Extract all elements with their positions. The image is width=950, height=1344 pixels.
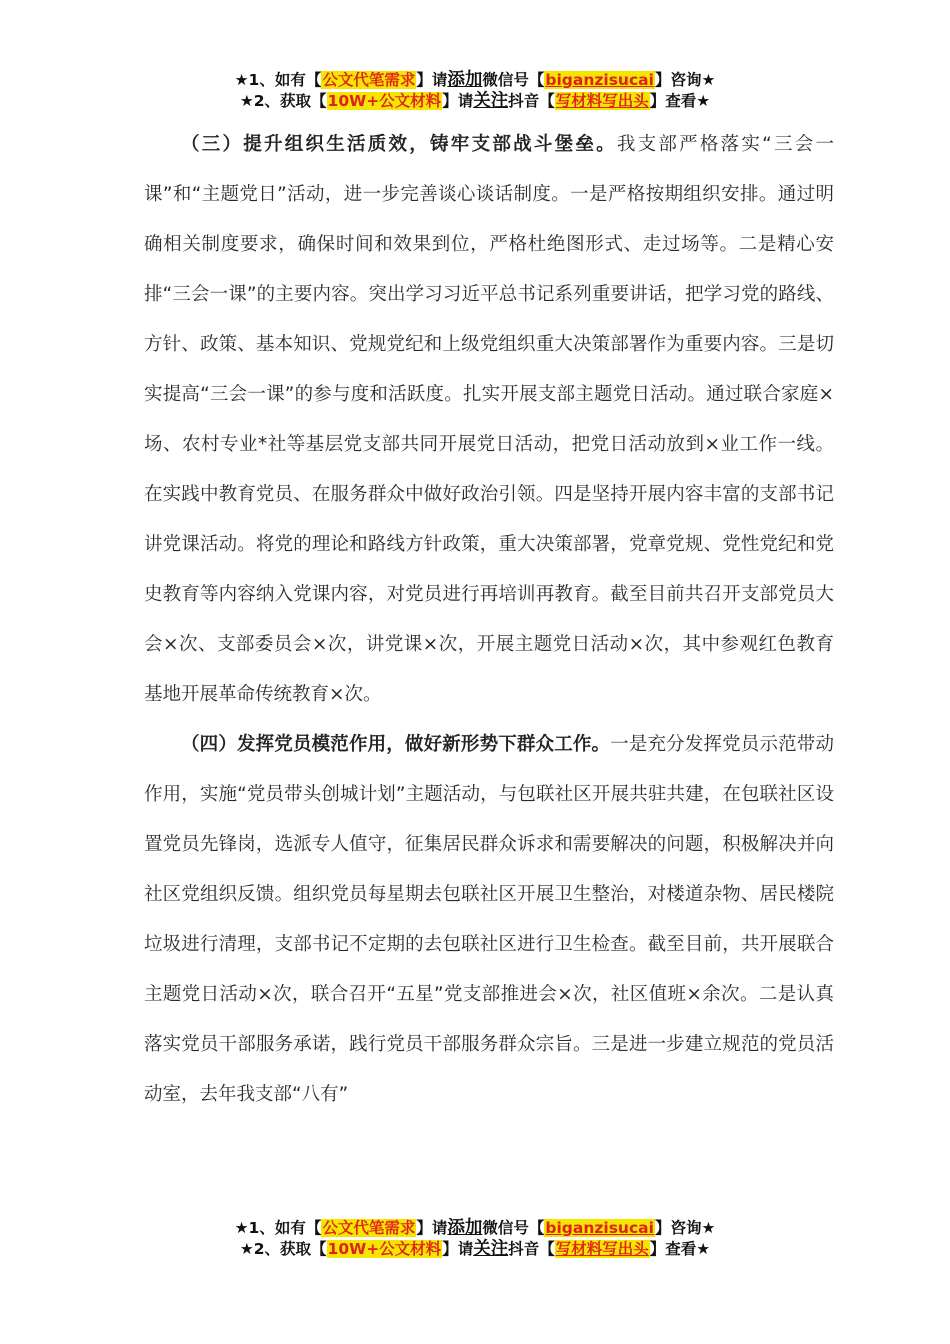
emphasis-follow: 关注 (473, 1239, 509, 1259)
banner-text: 】查看★ (649, 92, 711, 110)
highlight-materials: 10W+公文材料 (327, 1240, 442, 1258)
emphasis-add: 添加 (447, 70, 483, 90)
banner-line-2 (0, 91, 950, 112)
banner-text: 】查看★ (649, 1240, 711, 1258)
banner-text: 】请 (442, 92, 474, 110)
banner-text: 抖音【 (508, 92, 555, 110)
banner-text: 微信号【 (482, 1219, 545, 1237)
highlight-service: 公文代笔需求 (322, 1219, 416, 1237)
highlight-service: 公文代笔需求 (322, 71, 416, 89)
footer-banner (0, 1218, 950, 1260)
banner-line-1 (0, 1218, 950, 1239)
paragraph-section-3 (144, 120, 834, 720)
section-heading: （四）发挥党员模范作用，做好新形势下群众工作。 (181, 734, 611, 755)
banner-text: 】咨询★ (654, 1219, 716, 1237)
wechat-id-link[interactable]: biganzisucai (545, 1219, 654, 1237)
section-heading: （三）提升组织生活质效，铸牢支部战斗堡垒。 (181, 134, 617, 155)
banner-text: 】请 (416, 1219, 448, 1237)
highlight-materials: 10W+公文材料 (327, 92, 442, 110)
banner-text: ★1、如有【 (234, 1219, 322, 1237)
emphasis-follow: 关注 (473, 91, 509, 111)
banner-text: 】请 (442, 1240, 474, 1258)
douyin-account-link[interactable]: 写材料写出头 (555, 1240, 649, 1258)
banner-text: ★1、如有【 (234, 71, 322, 89)
document-body (144, 120, 834, 1120)
paragraph-section-4 (144, 720, 834, 1120)
wechat-id-link[interactable]: biganzisucai (545, 71, 654, 89)
emphasis-add: 添加 (447, 1218, 483, 1238)
banner-text: ★2、获取【 (239, 1240, 327, 1258)
paragraph-text: 一是充分发挥党员示范带动作用，实施“党员带头创城计划”主题活动，与包联社区开展共驻共建，在包联社区设置党员先锋岗，选派专人值守，征集居民群众诉求和需要解决的问题，积极解决并向社区党组织反馈。组织党员每星期去包联社区开展卫生整治，对楼道杂物、居民楼院垃圾进行清理，支部书记不定期的去包联社区进行卫生检查。截至目前，共开展联合主题党日活动×次，联合召开“五星”党支部推进会×次，社区值班×余次。二是认真落实党员干部服务承诺，践行党员干部服务群众宗旨。三是进一步建立规范的党员活动室，去年我支部“八有” (144, 734, 834, 1105)
paragraph-text: 我支部严格落实“三会一课”和“主题党日”活动，进一步完善谈心谈话制度。一是严格按期组织安排。通过明确相关制度要求，确保时间和效果到位，严格杜绝图形式、走过场等。二是精心安排“三会一课”的主要内容。突出学习习近平总书记系列重要讲话，把学习党的路线、方针、政策、基本知识、党规党纪和上级党组织重大决策部署作为重要内容。三是切实提高“三会一课”的参与度和活跃度。扎实开展支部主题党日活动。通过联合家庭×场、农村专业*社等基层党支部共同开展党日活动，把党日活动放到×业工作一线。在实践中教育党员、在服务群众中做好政治引领。四是坚持开展内容丰富的支部书记讲党课活动。将党的理论和路线方针政策，重大决策部署，党章党规、党性党纪和党史教育等内容纳入党课内容，对党员进行再培训再教育。截至目前共召开支部党员大会×次、支部委员会×次，讲党课×次，开展主题党日活动×次，其中参观红色教育基地开展革命传统教育×次。 (144, 134, 834, 705)
banner-line-1 (0, 70, 950, 91)
banner-text: 微信号【 (482, 71, 545, 89)
douyin-account-link[interactable]: 写材料写出头 (555, 92, 649, 110)
banner-line-2 (0, 1239, 950, 1260)
banner-text: 】请 (416, 71, 448, 89)
banner-text: 抖音【 (508, 1240, 555, 1258)
header-banner (0, 70, 950, 112)
banner-text: ★2、获取【 (239, 92, 327, 110)
banner-text: 】咨询★ (654, 71, 716, 89)
